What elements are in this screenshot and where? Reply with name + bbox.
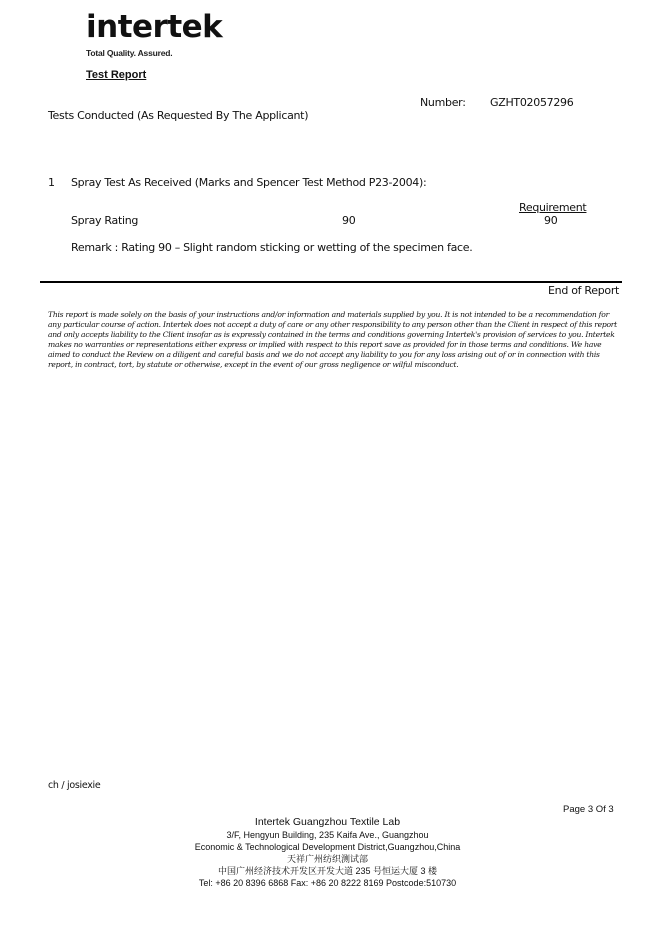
report-number-value: GZHT02057296 bbox=[490, 96, 574, 109]
report-number-label: Number: bbox=[420, 96, 466, 109]
requirement-header: Requirement bbox=[519, 201, 587, 214]
footer-chinese-address: 中国广州经济技术开发区开发大道 235 号恒运大厦 3 楼 bbox=[217, 866, 438, 876]
test-title: Spray Test As Received (Marks and Spencer Test Method P23-2004): bbox=[71, 176, 427, 189]
spray-rating-result: 90 bbox=[342, 214, 356, 227]
footer-lab-name: Intertek Guangzhou Textile Lab bbox=[254, 816, 401, 828]
signature-reference: ch / josiexie bbox=[48, 780, 101, 791]
footer-chinese-name: 天祥广州纺织测试部 bbox=[286, 854, 368, 864]
footer-contact: Tel: +86 20 8396 6868 Fax: +86 20 8222 8169 Postcode:510730 bbox=[198, 878, 457, 888]
divider-line bbox=[40, 281, 622, 283]
spray-rating-requirement: 90 bbox=[544, 214, 558, 227]
page-number: Page 3 Of 3 bbox=[563, 804, 614, 815]
spray-rating-label: Spray Rating bbox=[71, 214, 139, 227]
logo-tagline: Total Quality. Assured. bbox=[86, 48, 173, 58]
end-of-report: End of Report bbox=[548, 284, 620, 297]
footer-address-line2: Economic & Technological Development District,Guangzhou,China bbox=[194, 842, 461, 852]
test-index: 1 bbox=[48, 176, 55, 189]
intertek-logo: intertek bbox=[86, 9, 223, 45]
section-heading: Tests Conducted (As Requested By The Applicant) bbox=[48, 109, 309, 122]
footer bbox=[0, 816, 655, 889]
disclaimer: This report is made solely on the basis of your instructions and/or information and materials supplied by you. It is not intended to be a recommendation for any particular course of action. Intertek does not accept a duty of care or any other responsibility to any person other than the Client in respect of this report and only accepts liability to the Client insofar as is expressly contained in the terms and conditions governing Intertek's provision of services to you. Intertek makes no warranties or representations either express or implied with respect to this report save as provided for in those terms and conditions. We have aimed to conduct the Review on a diligent and careful basis and we do not accept any liability to you for any loss arising out of or in connection with this report, in contract, tort, by statute or otherwise, except in the event of our gross negligence or wilful misconduct. bbox=[48, 310, 617, 369]
footer-address-line1: 3/F, Hengyun Building, 235 Kaifa Ave., Guangzhou bbox=[226, 830, 429, 840]
remark: Remark : Rating 90 – Slight random sticking or wetting of the specimen face. bbox=[71, 241, 473, 254]
report-title: Test Report bbox=[86, 69, 147, 81]
